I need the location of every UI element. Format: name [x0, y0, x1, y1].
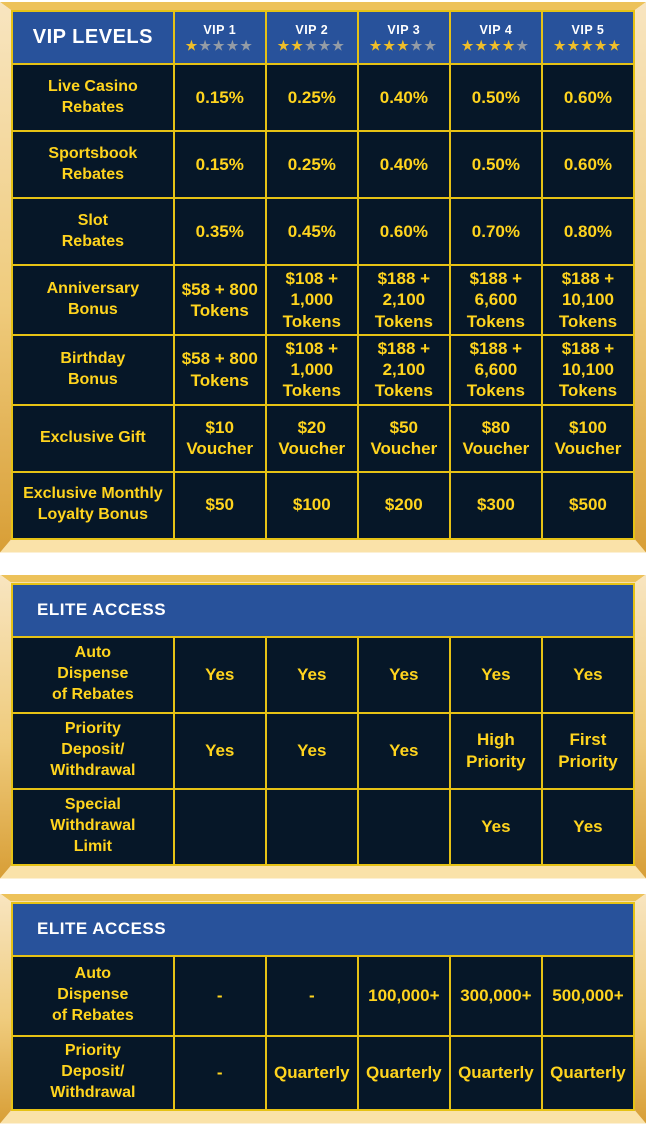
table-row — [12, 637, 634, 713]
frame-bottom-edge — [0, 866, 646, 879]
vip-column-header — [174, 11, 266, 64]
star-filled-icon: ★ — [383, 38, 397, 54]
row-label-line: Exclusive Gift — [39, 428, 146, 446]
value-cell: 0.15% — [174, 64, 266, 131]
value-cell: 100,000+ — [358, 956, 450, 1036]
row-label-line: Rebates — [61, 98, 124, 116]
star-filled-icon: ★ — [502, 38, 517, 54]
frame-right-edge — [635, 575, 646, 879]
value-cell: $108 + 1,000 Tokens — [266, 265, 358, 335]
elite-access-2-frame — [0, 894, 646, 1124]
frame-right-edge — [635, 2, 646, 553]
table-row — [12, 198, 634, 265]
vip-column-header — [358, 11, 450, 64]
value-cell: 0.50% — [450, 131, 542, 198]
value-cell: $188 + 6,600 Tokens — [450, 265, 542, 335]
value-cell: Quarterly — [450, 1036, 542, 1110]
row-label-line: of Rebates — [51, 685, 134, 703]
value-cell: 0.40% — [358, 131, 450, 198]
value-cell: $50 — [174, 472, 266, 539]
elite-header-row — [12, 903, 634, 956]
row-label-line: Withdrawal — [50, 817, 136, 835]
value-cell: Yes — [174, 713, 266, 789]
table-row — [12, 956, 634, 1036]
vip-levels-table — [11, 10, 635, 540]
row-label-line: Loyalty Bonus — [37, 506, 148, 523]
elite-access-band — [12, 584, 634, 637]
frame-right-edge — [635, 894, 646, 1124]
row-label-line: Withdrawal — [50, 761, 136, 779]
vip-column-label: VIP 1 — [203, 22, 237, 37]
row-label-line: Live Casino — [47, 77, 138, 95]
table-row — [12, 265, 634, 335]
row-label-line: Priority — [64, 720, 121, 738]
value-cell: Yes — [450, 637, 542, 713]
value-cell: Yes — [542, 789, 634, 865]
elite-access-band — [12, 903, 634, 956]
value-cell — [266, 789, 358, 865]
value-cell: 0.60% — [542, 131, 634, 198]
value-cell: $50 Voucher — [358, 405, 450, 472]
row-label-line: Anniversary — [46, 280, 140, 298]
row-label-line: Dispense — [57, 665, 129, 683]
row-label-line: Auto — [74, 965, 112, 983]
vip-column-label: VIP 3 — [387, 22, 421, 37]
value-cell: Yes — [450, 789, 542, 865]
value-cell: 0.60% — [358, 198, 450, 265]
value-cell: Quarterly — [358, 1036, 450, 1110]
value-cell: First Priority — [542, 713, 634, 789]
value-cell: - — [266, 956, 358, 1036]
star-empty-icon: ★ — [318, 38, 333, 54]
value-cell: Yes — [266, 713, 358, 789]
elite-access-title: ELITE ACCESS — [37, 600, 167, 619]
star-filled-icon: ★ — [277, 38, 292, 54]
value-cell: - — [174, 1036, 266, 1110]
star-filled-icon: ★ — [369, 38, 384, 54]
value-cell: Yes — [358, 637, 450, 713]
frame-top-edge — [0, 894, 646, 902]
value-cell: High Priority — [450, 713, 542, 789]
value-cell: 300,000+ — [450, 956, 542, 1036]
star-rating — [543, 39, 633, 53]
value-cell: 500,000+ — [542, 956, 634, 1036]
row-label — [12, 335, 174, 405]
value-cell: $188 + 10,100 Tokens — [542, 265, 634, 335]
row-label — [12, 637, 174, 713]
row-label — [12, 1036, 174, 1110]
frame-bottom-edge — [0, 540, 646, 553]
row-label-line: Deposit/ — [61, 741, 125, 759]
vip-column-header — [450, 11, 542, 64]
star-filled-icon: ★ — [489, 38, 503, 54]
star-filled-icon: ★ — [553, 38, 568, 54]
table-row — [12, 713, 634, 789]
table-row — [12, 789, 634, 865]
star-empty-icon: ★ — [424, 38, 438, 54]
star-filled-icon: ★ — [475, 38, 490, 54]
value-cell: $300 — [450, 472, 542, 539]
row-label-line: Birthday — [60, 349, 126, 367]
row-label-line: Withdrawal — [50, 1083, 136, 1101]
star-rating — [451, 39, 541, 53]
vip-column-label: VIP 2 — [295, 22, 329, 37]
row-label — [12, 131, 174, 198]
star-filled-icon: ★ — [291, 38, 305, 54]
value-cell: $20 Voucher — [266, 405, 358, 472]
table-row — [12, 405, 634, 472]
value-cell: 0.25% — [266, 131, 358, 198]
star-filled-icon: ★ — [461, 38, 476, 54]
value-cell: 0.25% — [266, 64, 358, 131]
value-cell: Quarterly — [542, 1036, 634, 1110]
star-filled-icon: ★ — [397, 38, 411, 54]
vip-column-header — [542, 11, 634, 64]
row-label-line: Bonus — [67, 370, 118, 388]
row-label-line: Exclusive Monthly — [23, 485, 163, 503]
star-empty-icon: ★ — [332, 38, 346, 54]
table-row — [12, 64, 634, 131]
row-label-line: Slot — [77, 211, 108, 229]
row-label — [12, 789, 174, 865]
row-label-line: of Rebates — [51, 1006, 134, 1024]
star-empty-icon: ★ — [212, 38, 227, 54]
value-cell: 0.60% — [542, 64, 634, 131]
table-row — [12, 335, 634, 405]
vip-column-header — [266, 11, 358, 64]
value-cell — [358, 789, 450, 865]
value-cell: $200 — [358, 472, 450, 539]
value-cell: $188 + 2,100 Tokens — [358, 335, 450, 405]
value-cell: $80 Voucher — [450, 405, 542, 472]
elite-header-row — [12, 584, 634, 637]
star-filled-icon: ★ — [185, 38, 200, 54]
row-label-line: Limit — [73, 837, 112, 855]
value-cell: $58 + 800 Tokens — [174, 265, 266, 335]
value-cell: $500 — [542, 472, 634, 539]
star-empty-icon: ★ — [199, 38, 213, 54]
table-row — [12, 1036, 634, 1110]
value-cell: 0.45% — [266, 198, 358, 265]
value-cell: Yes — [266, 637, 358, 713]
frame-left-edge — [0, 2, 11, 553]
elite-access-1-frame — [0, 575, 646, 879]
elite-access-table-2 — [11, 902, 635, 1111]
star-empty-icon: ★ — [516, 38, 531, 54]
row-label-line: Rebates — [61, 232, 124, 250]
value-cell: Yes — [542, 637, 634, 713]
elite-access-table-1 — [11, 583, 635, 866]
star-empty-icon: ★ — [304, 38, 319, 54]
star-empty-icon: ★ — [240, 38, 254, 54]
row-label-line: Sportsbook — [48, 144, 138, 162]
value-cell: - — [174, 956, 266, 1036]
frame-left-edge — [0, 575, 11, 879]
star-filled-icon: ★ — [608, 38, 623, 54]
value-cell: $188 + 2,100 Tokens — [358, 265, 450, 335]
row-label — [12, 713, 174, 789]
star-filled-icon: ★ — [594, 38, 609, 54]
value-cell: $100 — [266, 472, 358, 539]
vip-levels-title: VIP LEVELS — [12, 11, 174, 64]
value-cell: 0.15% — [174, 131, 266, 198]
row-label — [12, 472, 174, 539]
frame-left-edge — [0, 894, 11, 1124]
table-row — [12, 131, 634, 198]
vip-header-row — [12, 11, 634, 64]
value-cell: 0.50% — [450, 64, 542, 131]
star-filled-icon: ★ — [567, 38, 582, 54]
star-empty-icon: ★ — [410, 38, 425, 54]
value-cell: $188 + 10,100 Tokens — [542, 335, 634, 405]
row-label — [12, 265, 174, 335]
row-label-line: Rebates — [61, 165, 124, 183]
row-label-line: Priority — [64, 1042, 121, 1060]
value-cell: Yes — [358, 713, 450, 789]
row-label-line: Auto — [74, 644, 112, 662]
value-cell: 0.40% — [358, 64, 450, 131]
row-label-line: Special — [64, 796, 121, 814]
row-label-line: Bonus — [67, 300, 118, 318]
value-cell: Yes — [174, 637, 266, 713]
frame-top-edge — [0, 575, 646, 583]
star-filled-icon: ★ — [581, 38, 595, 54]
star-rating — [267, 39, 357, 53]
value-cell: $58 + 800 Tokens — [174, 335, 266, 405]
value-cell: $100 Voucher — [542, 405, 634, 472]
value-cell: 0.70% — [450, 198, 542, 265]
star-rating — [359, 39, 449, 53]
row-label-line: Deposit/ — [61, 1063, 125, 1081]
row-label — [12, 405, 174, 472]
row-label — [12, 64, 174, 131]
elite-access-title: ELITE ACCESS — [37, 919, 167, 938]
value-cell: 0.35% — [174, 198, 266, 265]
star-empty-icon: ★ — [226, 38, 241, 54]
value-cell — [174, 789, 266, 865]
row-label — [12, 198, 174, 265]
value-cell: $188 + 6,600 Tokens — [450, 335, 542, 405]
value-cell: $10 Voucher — [174, 405, 266, 472]
value-cell: $108 + 1,000 Tokens — [266, 335, 358, 405]
vip-column-label: VIP 5 — [571, 22, 605, 37]
frame-top-edge — [0, 2, 646, 10]
vip-table-frame — [0, 2, 646, 553]
value-cell: 0.80% — [542, 198, 634, 265]
row-label — [12, 956, 174, 1036]
frame-bottom-edge — [0, 1111, 646, 1124]
table-row — [12, 472, 634, 539]
row-label-line: Dispense — [57, 986, 129, 1004]
star-rating — [175, 39, 265, 53]
vip-column-label: VIP 4 — [479, 22, 513, 37]
value-cell: Quarterly — [266, 1036, 358, 1110]
